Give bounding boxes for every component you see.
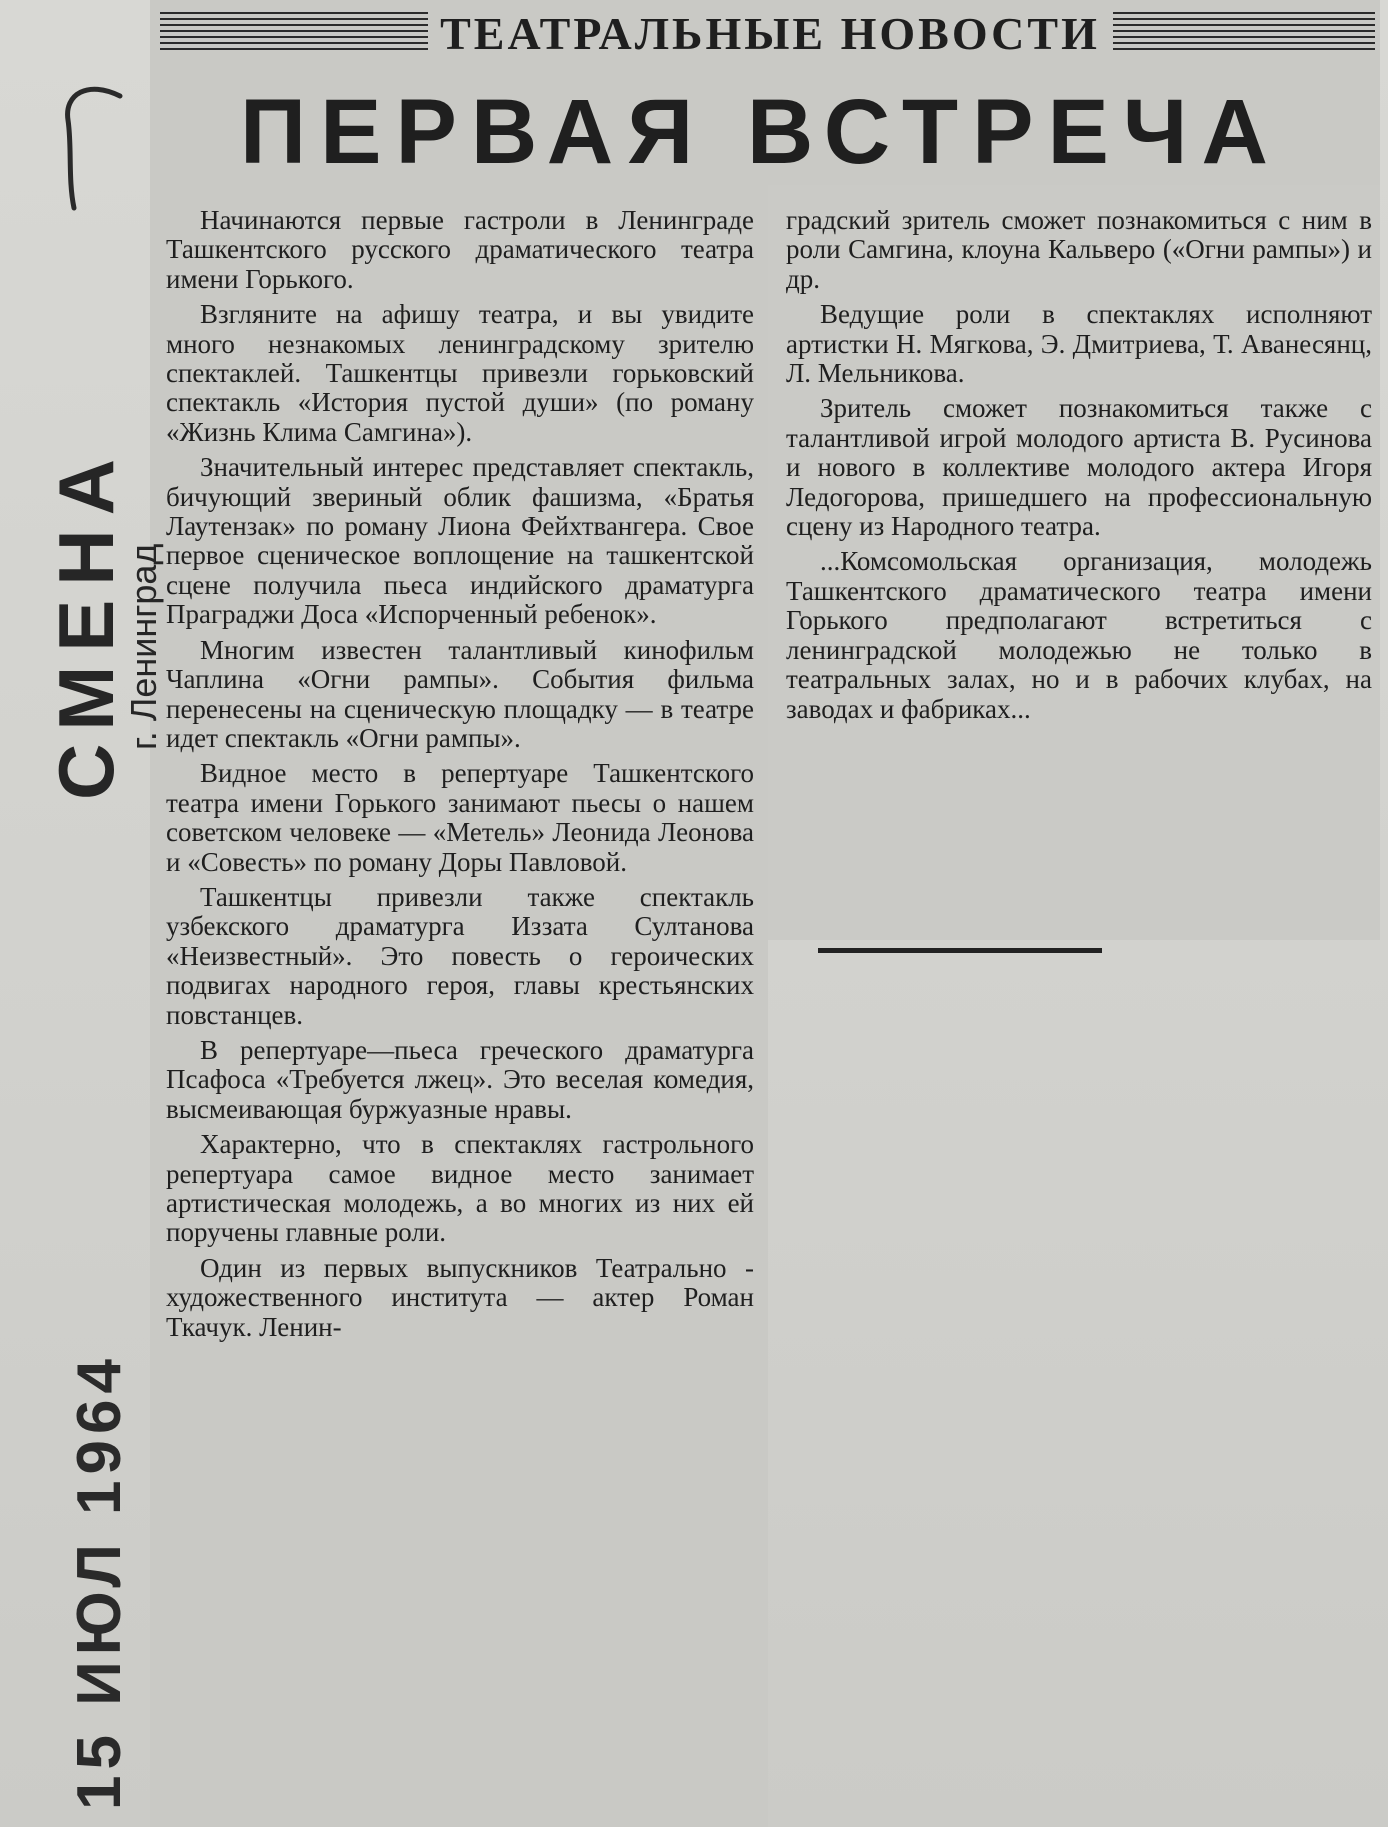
article-column-right (786, 206, 1372, 730)
paragraph: Многим известен талантливый кинофильм Чаплина «Огни рампы». События фильма перенесены на сценическую площадку — в театре идет спектакль «Огни рампы». (166, 634, 754, 753)
paragraph: Зритель сможет познакомиться также с талантливой игрой молодого артиста В. Русинова и нового в коллективе молодого актера Игоря Ледогорова, пришедшего на профессиональную сцену из Народного театра. (786, 393, 1372, 542)
rubric-rule-left (160, 12, 428, 52)
article-end-rule (818, 948, 1102, 953)
article-column-left (166, 206, 754, 1348)
newspaper-stamp (16, 410, 164, 800)
rubric-title: ТЕАТРАЛЬНЫЕ НОВОСТИ (440, 8, 1100, 59)
paragraph: ...Комсомольская организация, молодежь Ташкентского драматического театра имени Горького предполагают встретиться с ленинградской молодежью не только в театральных залах, но и в рабочих клубах, на заводах и фабриках... (786, 546, 1372, 724)
paragraph: Значительный интерес представляет спектакль, бичующий звериный облик фашизма, «Братья Лаутензак» по роману Лиона Фейхтвангера. Свое первое сценическое воплощение на ташкентской сцене получила пьеса индийского драматурга Праграджи Доса «Испорченный ребенок». (166, 452, 754, 630)
paragraph: Характерно, что в спектаклях гастрольного репертуара самое видное место занимает артистическая молодежь, а во многих из них ей поручены главные роли. (166, 1129, 754, 1248)
rubric-rule-right (1113, 12, 1375, 52)
paragraph: Ведущие роли в спектаклях исполняют артистки Н. Мягкова, Э. Дмитриева, Т. Аванесянц, Л. Мельникова. (786, 299, 1372, 389)
paragraph: В репертуаре—пьеса греческого драматурга Псафоса «Требуется лжец». Это веселая комедия, высмеивающая буржуазные нравы. (166, 1034, 754, 1124)
stamp-newspaper-name: СМЕНА (42, 445, 130, 800)
date-stamp (60, 1353, 160, 1810)
paragraph: Ташкентцы привезли также спектакль узбекского драматурга Иззата Султанова «Неизвестный». Это повесть о героических подвигах народного героя, главы крестьянских повстанцев. (166, 881, 754, 1030)
paragraph: Начинаются первые гастроли в Ленинграде Ташкентского русского драматического театра имени Горького. (166, 205, 754, 294)
paragraph-continuation: градский зритель сможет познакомиться с ним в роли Самгина, клоуна Кальверо («Огни рампы») и др. (786, 205, 1372, 294)
paragraph: Видное место в репертуаре Ташкентского театра имени Горького занимают пьесы о нашем советском человеке — «Метель» Леонида Леонова и «Совесть» по роману Доры Павловой. (166, 758, 754, 877)
section-rubric (160, 4, 1375, 60)
pencil-number-mark (28, 84, 138, 214)
article-headline: ПЕРВАЯ ВСТРЕЧА (240, 81, 1282, 183)
stamp-city: г. Ленинград (123, 543, 164, 750)
paragraph: Взгляните на афишу театра, и вы увидите много незнакомых ленинградскому зрителю спектаклей. Ташкентцы привезли горьковский спектакль «История пустой души» (по роману «Жизнь Клима Самгина»). (166, 299, 754, 447)
stamp-date-text: 15 ИЮЛ 1964 (65, 1353, 134, 1810)
paragraph: Один из первых выпускников Театрально - художественного института — актер Роман Ткачук. Ленин- (166, 1252, 754, 1342)
